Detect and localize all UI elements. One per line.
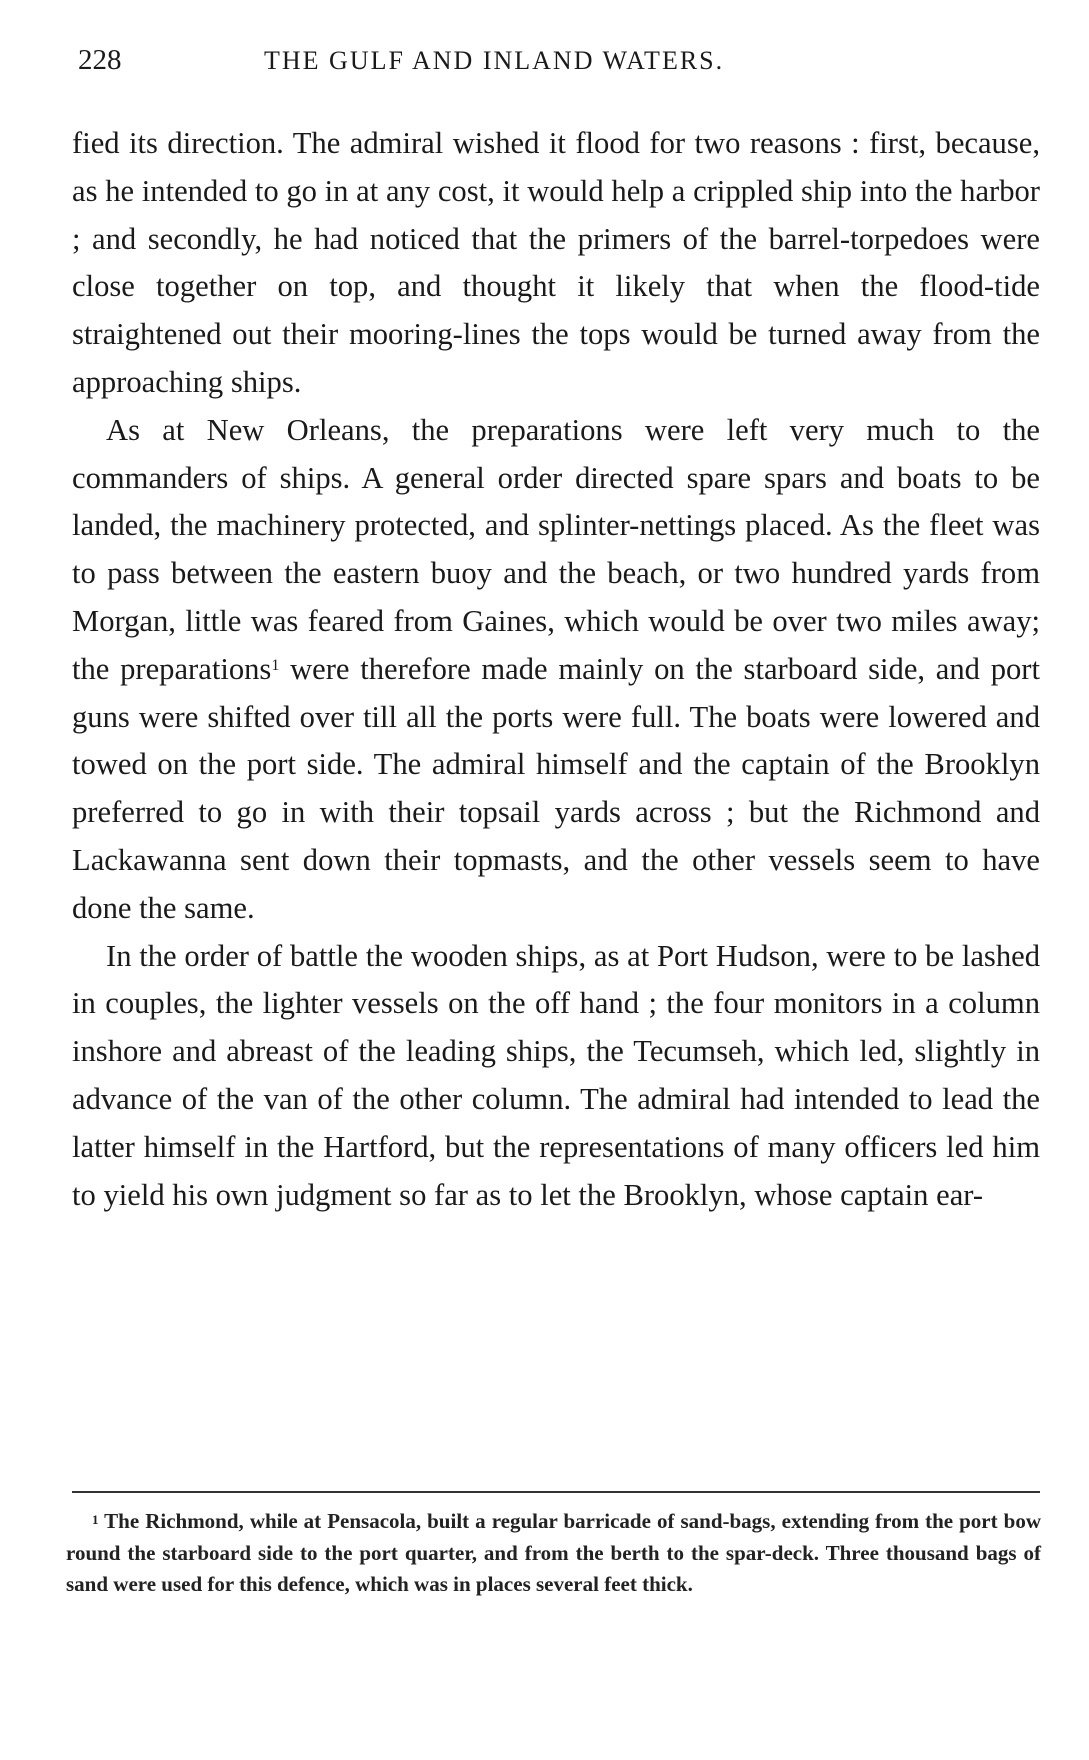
- footnote-reference: 1: [271, 656, 280, 674]
- footnote: [66, 1506, 1041, 1601]
- paragraph-1: fied its direction. The admiral wished it flood for two reasons : first, because, as he intended to go in at any cost, it would help a crippled ship into the harbor ; and secondly, he had noticed that the primers of the barrel-torpedoes were close together on top, and thought it likely that when the flood-tide straightened out their mooring-lines the tops would be turned away from the approaching ships.: [72, 126, 1040, 399]
- paragraph-2-text-a: As at New Orleans, the preparations were left very much to the commanders of ships. A general order directed spare spars and boats to be landed, the machinery protected, and splinter-nettings placed. As the fleet was to pass between the eastern buoy and the beach, or two hundred yards from Morgan, little was feared from Gaines, which would be over two miles away; the preparations: [72, 412, 1040, 686]
- paragraph-3: In the order of battle the wooden ships, as at Port Hudson, were to be lashed in couples, the lighter vessels on the off hand ; the four monitors in a column inshore and abreast of the leading ships, the Tecumseh, which led, slightly in advance of the van of the other column. The admiral had intended to lead the latter himself in the Hartford, but the representations of many officers led him to yield his own judgment so far as to let the Brooklyn, whose captain ear-: [72, 938, 1040, 1212]
- footnote-text: The Richmond, while at Pensacola, built a regular barricade of sand-bags, extending from the port bow round the starboard side to the port quarter, and from the berth to the spar-deck. Three thousand bags of sand were used for this defence, which was in places several feet thick.: [66, 1509, 1041, 1596]
- paragraph-2: [72, 407, 1040, 933]
- running-head: THE GULF AND INLAND WATERS.: [264, 46, 725, 75]
- body-text: [72, 120, 1040, 1219]
- page-header: [78, 44, 878, 84]
- footnote-divider: [72, 1491, 1040, 1493]
- page-number: 228: [78, 44, 122, 76]
- paragraph-2-text-b: were therefore made mainly on the starboard side, and port guns were shifted over till all the ports were full. The boats were lowered and towed on the port side. The admiral himself and the captain of the Brooklyn preferred to go in with their topsail yards across ; but the Richmond and Lackawanna sent down their topmasts, and the other vessels seem to have done the same.: [72, 651, 1040, 925]
- footnote-marker: 1: [92, 1512, 99, 1527]
